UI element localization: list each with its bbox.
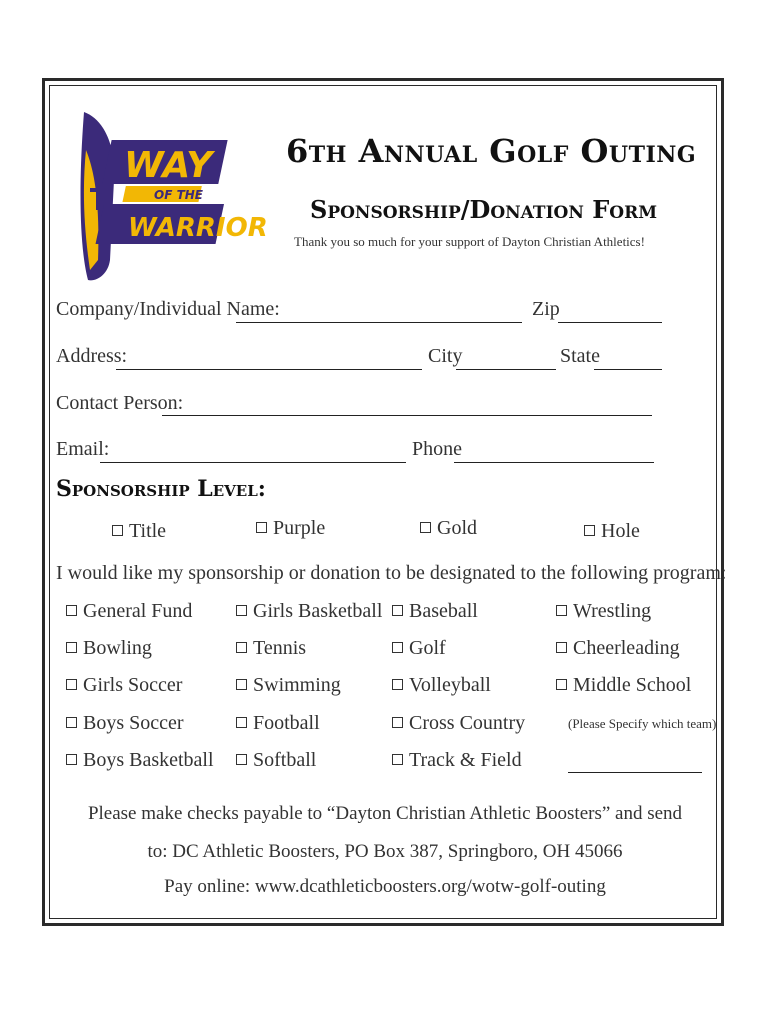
program-boys-basketball[interactable]: Boys Basketball [66, 749, 214, 772]
program-bowling[interactable]: Bowling [66, 637, 152, 660]
specify-team-note: (Please Specify which team) [568, 716, 717, 731]
checkbox[interactable] [66, 642, 77, 653]
program-softball[interactable]: Softball [236, 749, 316, 772]
checkbox[interactable] [256, 522, 267, 533]
level-gold[interactable]: Gold [420, 517, 477, 540]
footer-line2: to: DC Athletic Boosters, PO Box 387, Springboro, OH 45066 [147, 841, 623, 862]
checkbox[interactable] [556, 679, 567, 690]
checkbox[interactable] [236, 642, 247, 653]
checkbox[interactable] [236, 605, 247, 616]
program-golf[interactable]: Golf [392, 637, 446, 660]
checkbox[interactable] [66, 605, 77, 616]
program-volleyball[interactable]: Volleyball [392, 674, 491, 697]
phone-field[interactable] [454, 462, 654, 463]
program-baseball[interactable]: Baseball [392, 600, 478, 623]
sponsorship-level-title: Sponsorship Level: [56, 476, 266, 502]
city-field[interactable] [456, 369, 556, 370]
program-tennis[interactable]: Tennis [236, 637, 306, 660]
checkbox[interactable] [584, 525, 595, 536]
checkbox[interactable] [556, 642, 567, 653]
checkbox[interactable] [66, 679, 77, 690]
program-boys-soccer[interactable]: Boys Soccer [66, 712, 184, 735]
address-label: Address: [56, 345, 128, 367]
checkbox[interactable] [112, 525, 123, 536]
level-title[interactable]: Title [112, 520, 166, 543]
company-field[interactable] [236, 322, 522, 323]
contact-field[interactable] [162, 415, 652, 416]
program-girls-soccer[interactable]: Girls Soccer [66, 674, 182, 697]
state-label: State [560, 345, 600, 367]
address-field[interactable] [116, 369, 422, 370]
company-label: Company/Individual Name: [56, 298, 280, 320]
program-girls-basketball[interactable]: Girls Basketball [236, 600, 382, 623]
specify-team-field[interactable] [568, 772, 702, 773]
program-track-field[interactable]: Track & Field [392, 749, 522, 772]
level-purple[interactable]: Purple [256, 517, 325, 540]
program-cross-country[interactable]: Cross Country [392, 712, 525, 735]
logo-line1: WAY [124, 145, 213, 186]
way-of-the-warrior-logo [76, 110, 268, 286]
zip-field[interactable] [558, 322, 662, 323]
form-subtitle: Sponsorship/Donation Form [310, 195, 658, 224]
checkbox[interactable] [236, 717, 247, 728]
checkbox[interactable] [392, 642, 403, 653]
city-label: City [428, 345, 463, 367]
program-prompt: I would like my sponsorship or donation to be designated to the following program: [56, 562, 727, 584]
program-cheerleading[interactable]: Cheerleading [556, 637, 680, 660]
phone-label: Phone [412, 438, 462, 460]
checkbox[interactable] [556, 605, 567, 616]
checkbox[interactable] [66, 754, 77, 765]
footer-line1: Please make checks payable to “Dayton Christian Athletic Boosters” and send [87, 803, 683, 824]
form-title: 6th Annual Golf Outing [286, 132, 697, 170]
checkbox[interactable] [392, 605, 403, 616]
program-football[interactable]: Football [236, 712, 320, 735]
email-label: Email: [56, 438, 110, 460]
checkbox[interactable] [392, 754, 403, 765]
level-hole[interactable]: Hole [584, 520, 640, 543]
footer-line3: Pay online: www.dcathleticboosters.org/wotw-golf-outing [164, 876, 606, 897]
checkbox[interactable] [236, 679, 247, 690]
program-wrestling[interactable]: Wrestling [556, 600, 651, 623]
state-field[interactable] [594, 369, 662, 370]
thank-you-note: Thank you so much for your support of Dayton Christian Athletics! [294, 234, 645, 249]
program-swimming[interactable]: Swimming [236, 674, 341, 697]
program-general-fund[interactable]: General Fund [66, 600, 192, 623]
checkbox[interactable] [236, 754, 247, 765]
contact-label: Contact Person: [56, 392, 184, 414]
checkbox[interactable] [392, 717, 403, 728]
zip-label: Zip [532, 298, 560, 320]
checkbox[interactable] [66, 717, 77, 728]
logo-line2: OF THE [154, 188, 204, 202]
email-field[interactable] [100, 462, 406, 463]
program-middle-school[interactable]: Middle School [556, 674, 691, 697]
logo-line3: WARRIOR [128, 213, 268, 243]
checkbox[interactable] [420, 522, 431, 533]
checkbox[interactable] [392, 679, 403, 690]
